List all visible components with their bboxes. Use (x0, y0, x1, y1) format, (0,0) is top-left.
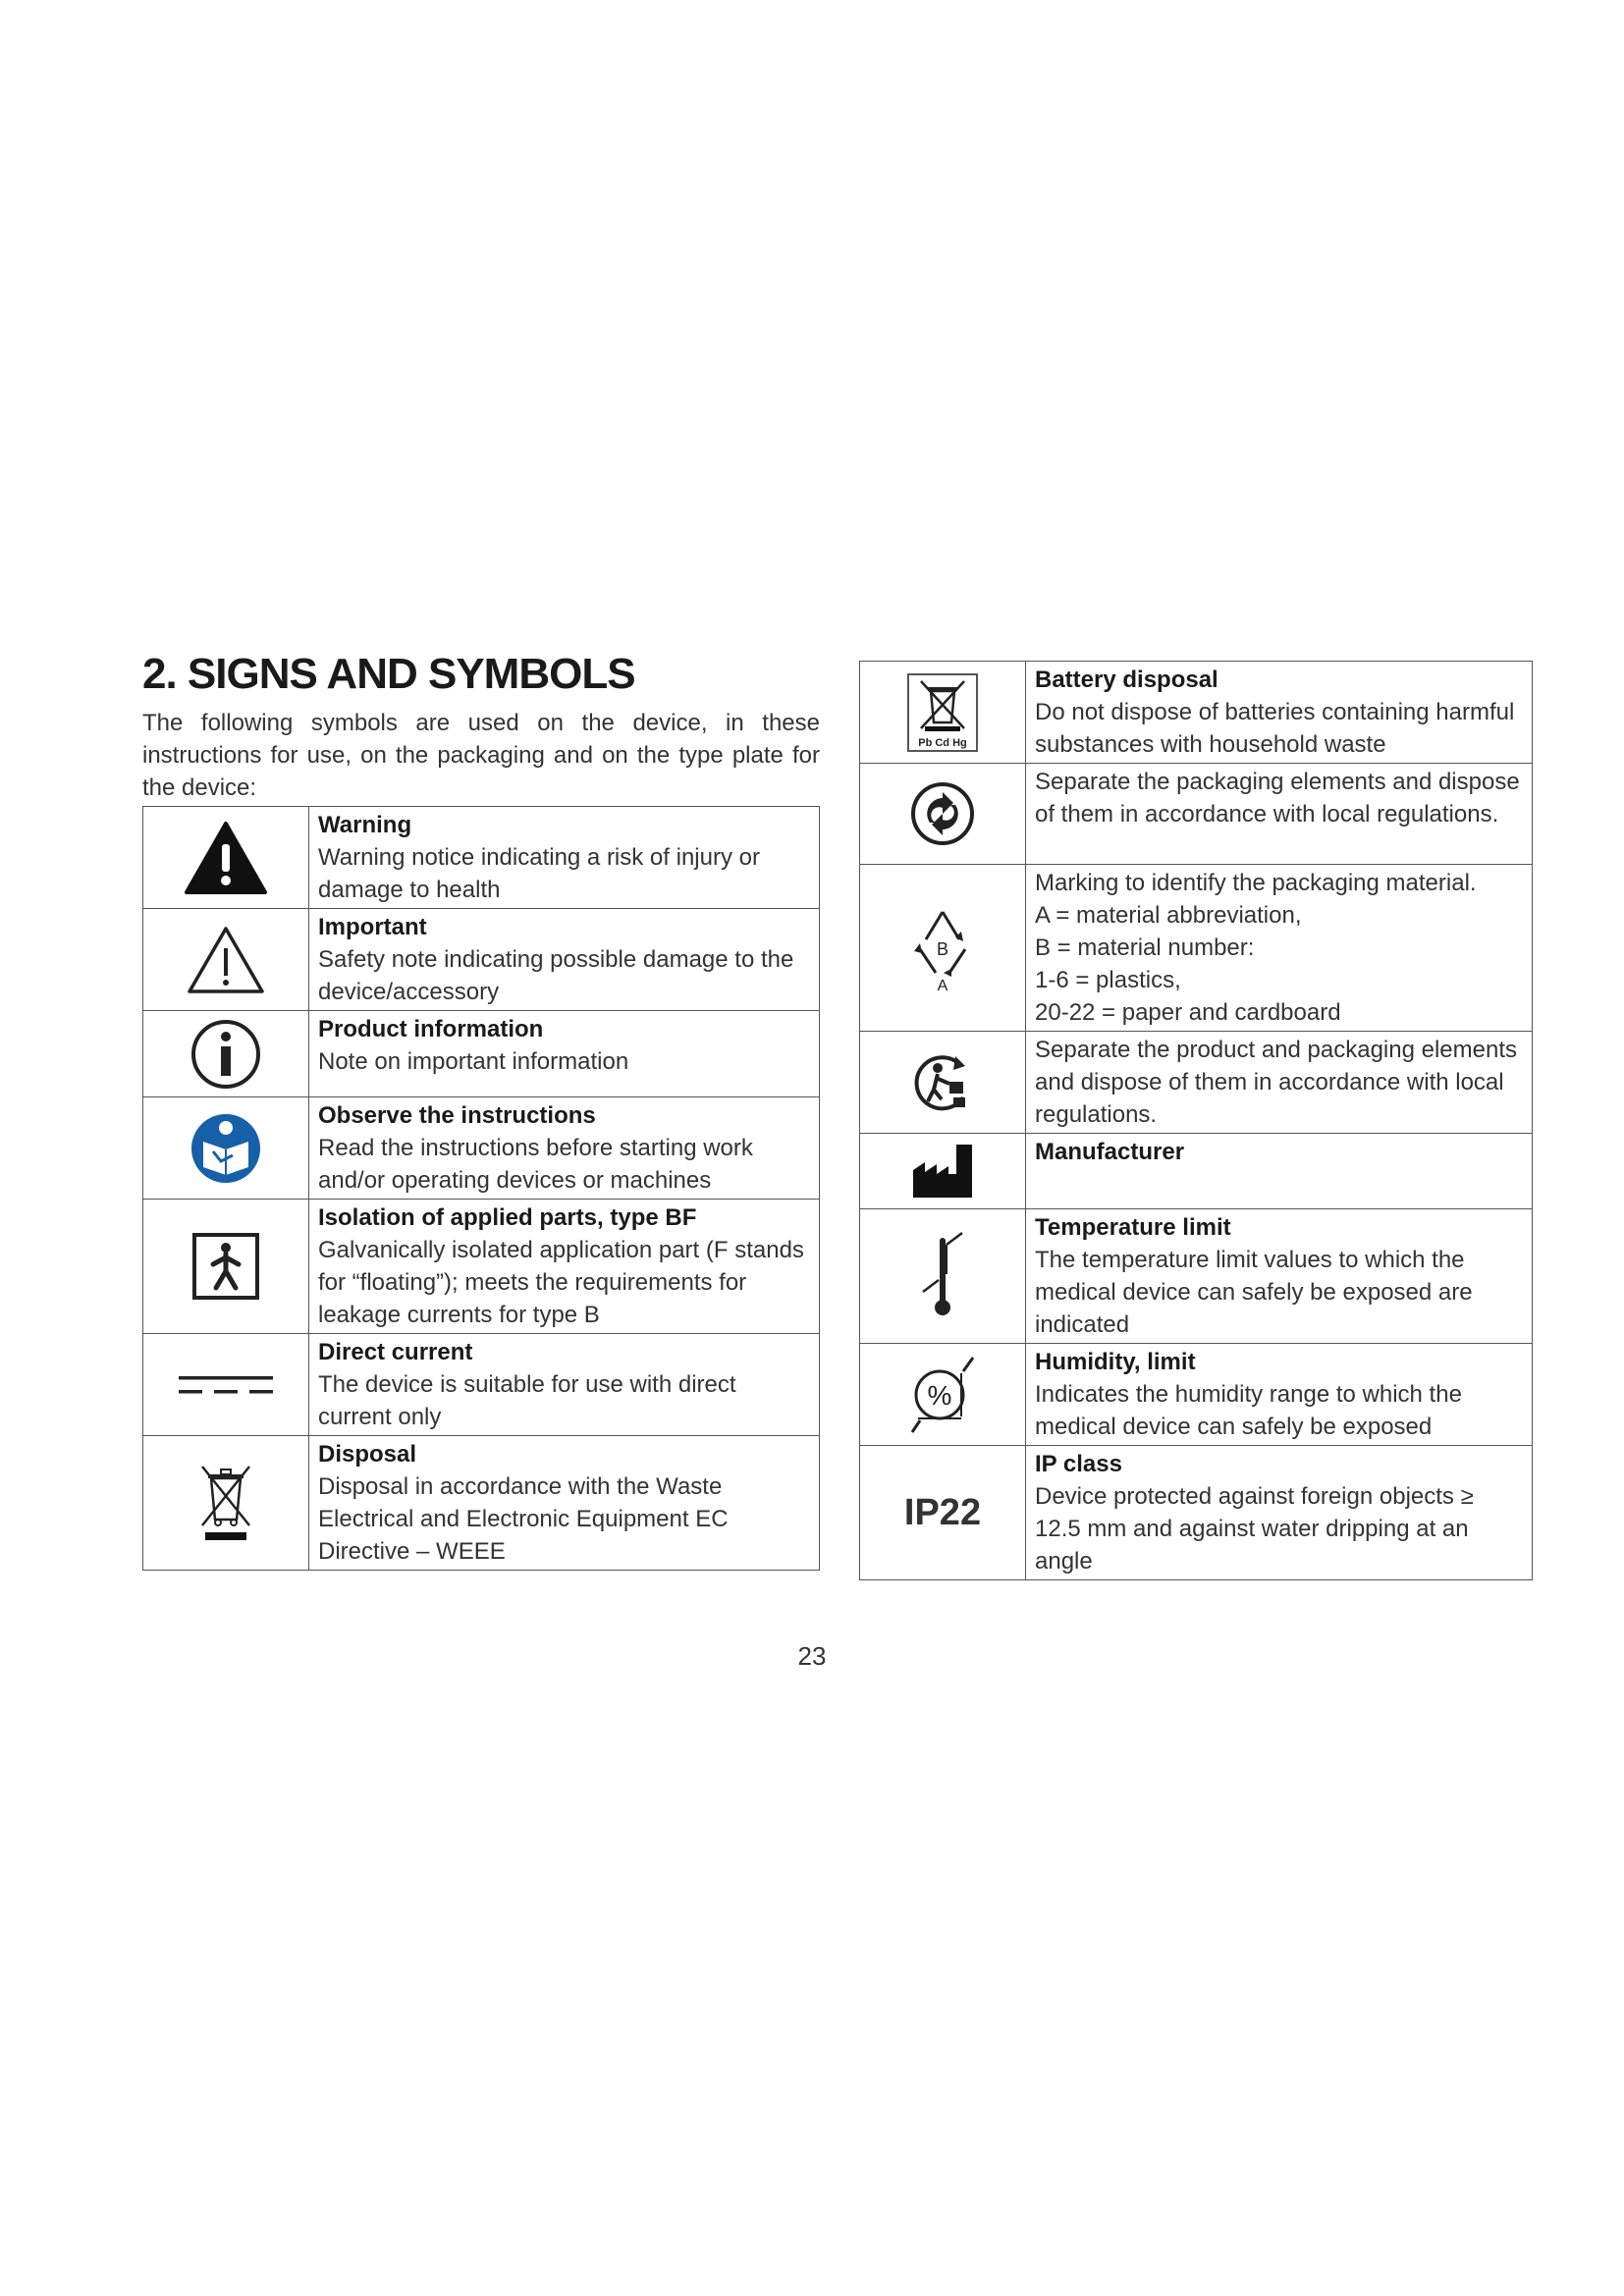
table-row (143, 1200, 820, 1334)
humidity-percent-label: % (927, 1379, 952, 1411)
row-text: Galvanically isolated application part (F stands for “floating”); meets the requirements for leakage currents for type B (318, 1237, 804, 1328)
row-title: Direct current (318, 1339, 473, 1365)
icon-cell (860, 764, 1026, 865)
right-column (859, 661, 1533, 1580)
ip-class-icon: IP22 (903, 1491, 982, 1533)
row-title: Observe the instructions (318, 1102, 596, 1129)
row-text: Safety note indicating possible damage to the device/accessory (318, 946, 794, 1005)
row-title: Isolation of applied parts, type BF (318, 1204, 697, 1231)
icon-cell (860, 1446, 1026, 1580)
row-text: Note on important information (318, 1048, 629, 1075)
table-row (143, 807, 820, 909)
text-cell (1026, 865, 1533, 1032)
material-abbrev-label: A (937, 977, 948, 992)
text-cell (1026, 1134, 1533, 1209)
text-cell (1026, 1344, 1533, 1446)
row-title: Warning (318, 812, 412, 838)
icon-cell (143, 1200, 309, 1334)
icon-cell (860, 865, 1026, 1032)
row-line: A = material abbreviation, (1035, 902, 1302, 929)
icon-cell (143, 909, 309, 1011)
row-title: Temperature limit (1035, 1214, 1231, 1241)
text-cell (1026, 1446, 1533, 1580)
direct-current-icon (177, 1370, 275, 1400)
row-text: Separate the packaging elements and dispose of them in accordance with local regulations. (1035, 769, 1520, 828)
row-line: 20-22 = paper and cardboard (1035, 999, 1341, 1026)
symbols-table-left (142, 806, 820, 1571)
row-text: Separate the product and packaging elements and dispose of them in accordance with local regulations. (1035, 1037, 1518, 1128)
warning-filled-icon (184, 821, 268, 895)
row-text: Indicates the humidity range to which the medical device can safely be exposed (1035, 1381, 1462, 1440)
table-row (860, 1344, 1533, 1446)
row-title: Product information (318, 1016, 544, 1042)
weee-bin-icon (198, 1463, 253, 1543)
table-row (143, 909, 820, 1011)
intro-paragraph: The following symbols are used on the device, in these instructions for use, on the packaging and on the type plate for the device: (142, 710, 820, 801)
row-text: The temperature limit values to which the medical device can safely be exposed are indicated (1035, 1247, 1473, 1338)
table-row (860, 1209, 1533, 1344)
text-cell (1026, 764, 1533, 865)
row-title: Important (318, 914, 427, 940)
row-text: Read the instructions before starting work and/or operating devices or machines (318, 1135, 753, 1194)
table-row (143, 1011, 820, 1097)
read-instructions-icon (189, 1112, 262, 1185)
row-title: Disposal (318, 1441, 417, 1468)
row-title: IP class (1035, 1451, 1122, 1477)
page-number: 23 (797, 1641, 827, 1671)
table-row (860, 764, 1533, 865)
text-cell (309, 909, 820, 1011)
text-cell (1026, 1032, 1533, 1134)
text-cell (1026, 1209, 1533, 1344)
icon-cell (860, 1134, 1026, 1209)
material-number-label: B (936, 938, 949, 959)
icon-cell (860, 1344, 1026, 1446)
text-cell (309, 1334, 820, 1436)
row-text: Do not dispose of batteries containing harmful substances with household waste (1035, 699, 1515, 758)
table-row (860, 865, 1533, 1032)
table-row (860, 662, 1533, 764)
type-bf-icon (191, 1232, 260, 1301)
text-cell (309, 1011, 820, 1097)
row-line: 1-6 = plastics, (1035, 967, 1181, 993)
row-title: Battery disposal (1035, 667, 1218, 693)
separate-product-icon (910, 1050, 975, 1115)
recycling-code-icon (908, 904, 977, 992)
thermometer-icon (917, 1231, 968, 1321)
symbols-table-right (859, 661, 1533, 1580)
humidity-icon (904, 1354, 981, 1436)
table-row (143, 1436, 820, 1571)
row-line: B = material number: (1035, 934, 1255, 961)
row-line: Marking to identify the packaging material. (1035, 870, 1477, 896)
caution-outline-icon (187, 925, 265, 995)
icon-cell (143, 1334, 309, 1436)
icon-cell (860, 1209, 1026, 1344)
text-cell (309, 1200, 820, 1334)
manufacturer-icon (911, 1143, 974, 1200)
icon-cell (143, 807, 309, 909)
table-row (860, 1446, 1533, 1580)
row-text: Disposal in accordance with the Waste Electrical and Electronic Equipment EC Directive – WEEE (318, 1473, 729, 1565)
text-cell (1026, 662, 1533, 764)
table-row (860, 1134, 1533, 1209)
row-title: Manufacturer (1035, 1139, 1185, 1165)
text-cell (309, 807, 820, 909)
icon-cell (860, 1032, 1026, 1134)
text-cell (309, 1436, 820, 1571)
row-title: Humidity, limit (1035, 1349, 1196, 1375)
icon-cell (143, 1011, 309, 1097)
left-column (142, 648, 820, 1571)
text-cell (309, 1097, 820, 1200)
icon-cell (143, 1097, 309, 1200)
green-dot-icon (910, 781, 975, 846)
battery-chem-label: Pb Cd Hg (918, 736, 967, 749)
table-row (143, 1334, 820, 1436)
info-icon (189, 1018, 262, 1091)
battery-bin-icon (905, 671, 980, 754)
row-text: Device protected against foreign objects ≥ 12.5 mm and against water dripping at an angle (1035, 1483, 1474, 1575)
icon-cell (143, 1436, 309, 1571)
table-row (860, 1032, 1533, 1134)
icon-cell (860, 662, 1026, 764)
table-row (143, 1097, 820, 1200)
row-text: The device is suitable for use with direct current only (318, 1371, 736, 1430)
row-text: Warning notice indicating a risk of injury or damage to health (318, 844, 760, 903)
page-title: 2. SIGNS AND SYMBOLS (142, 650, 635, 698)
